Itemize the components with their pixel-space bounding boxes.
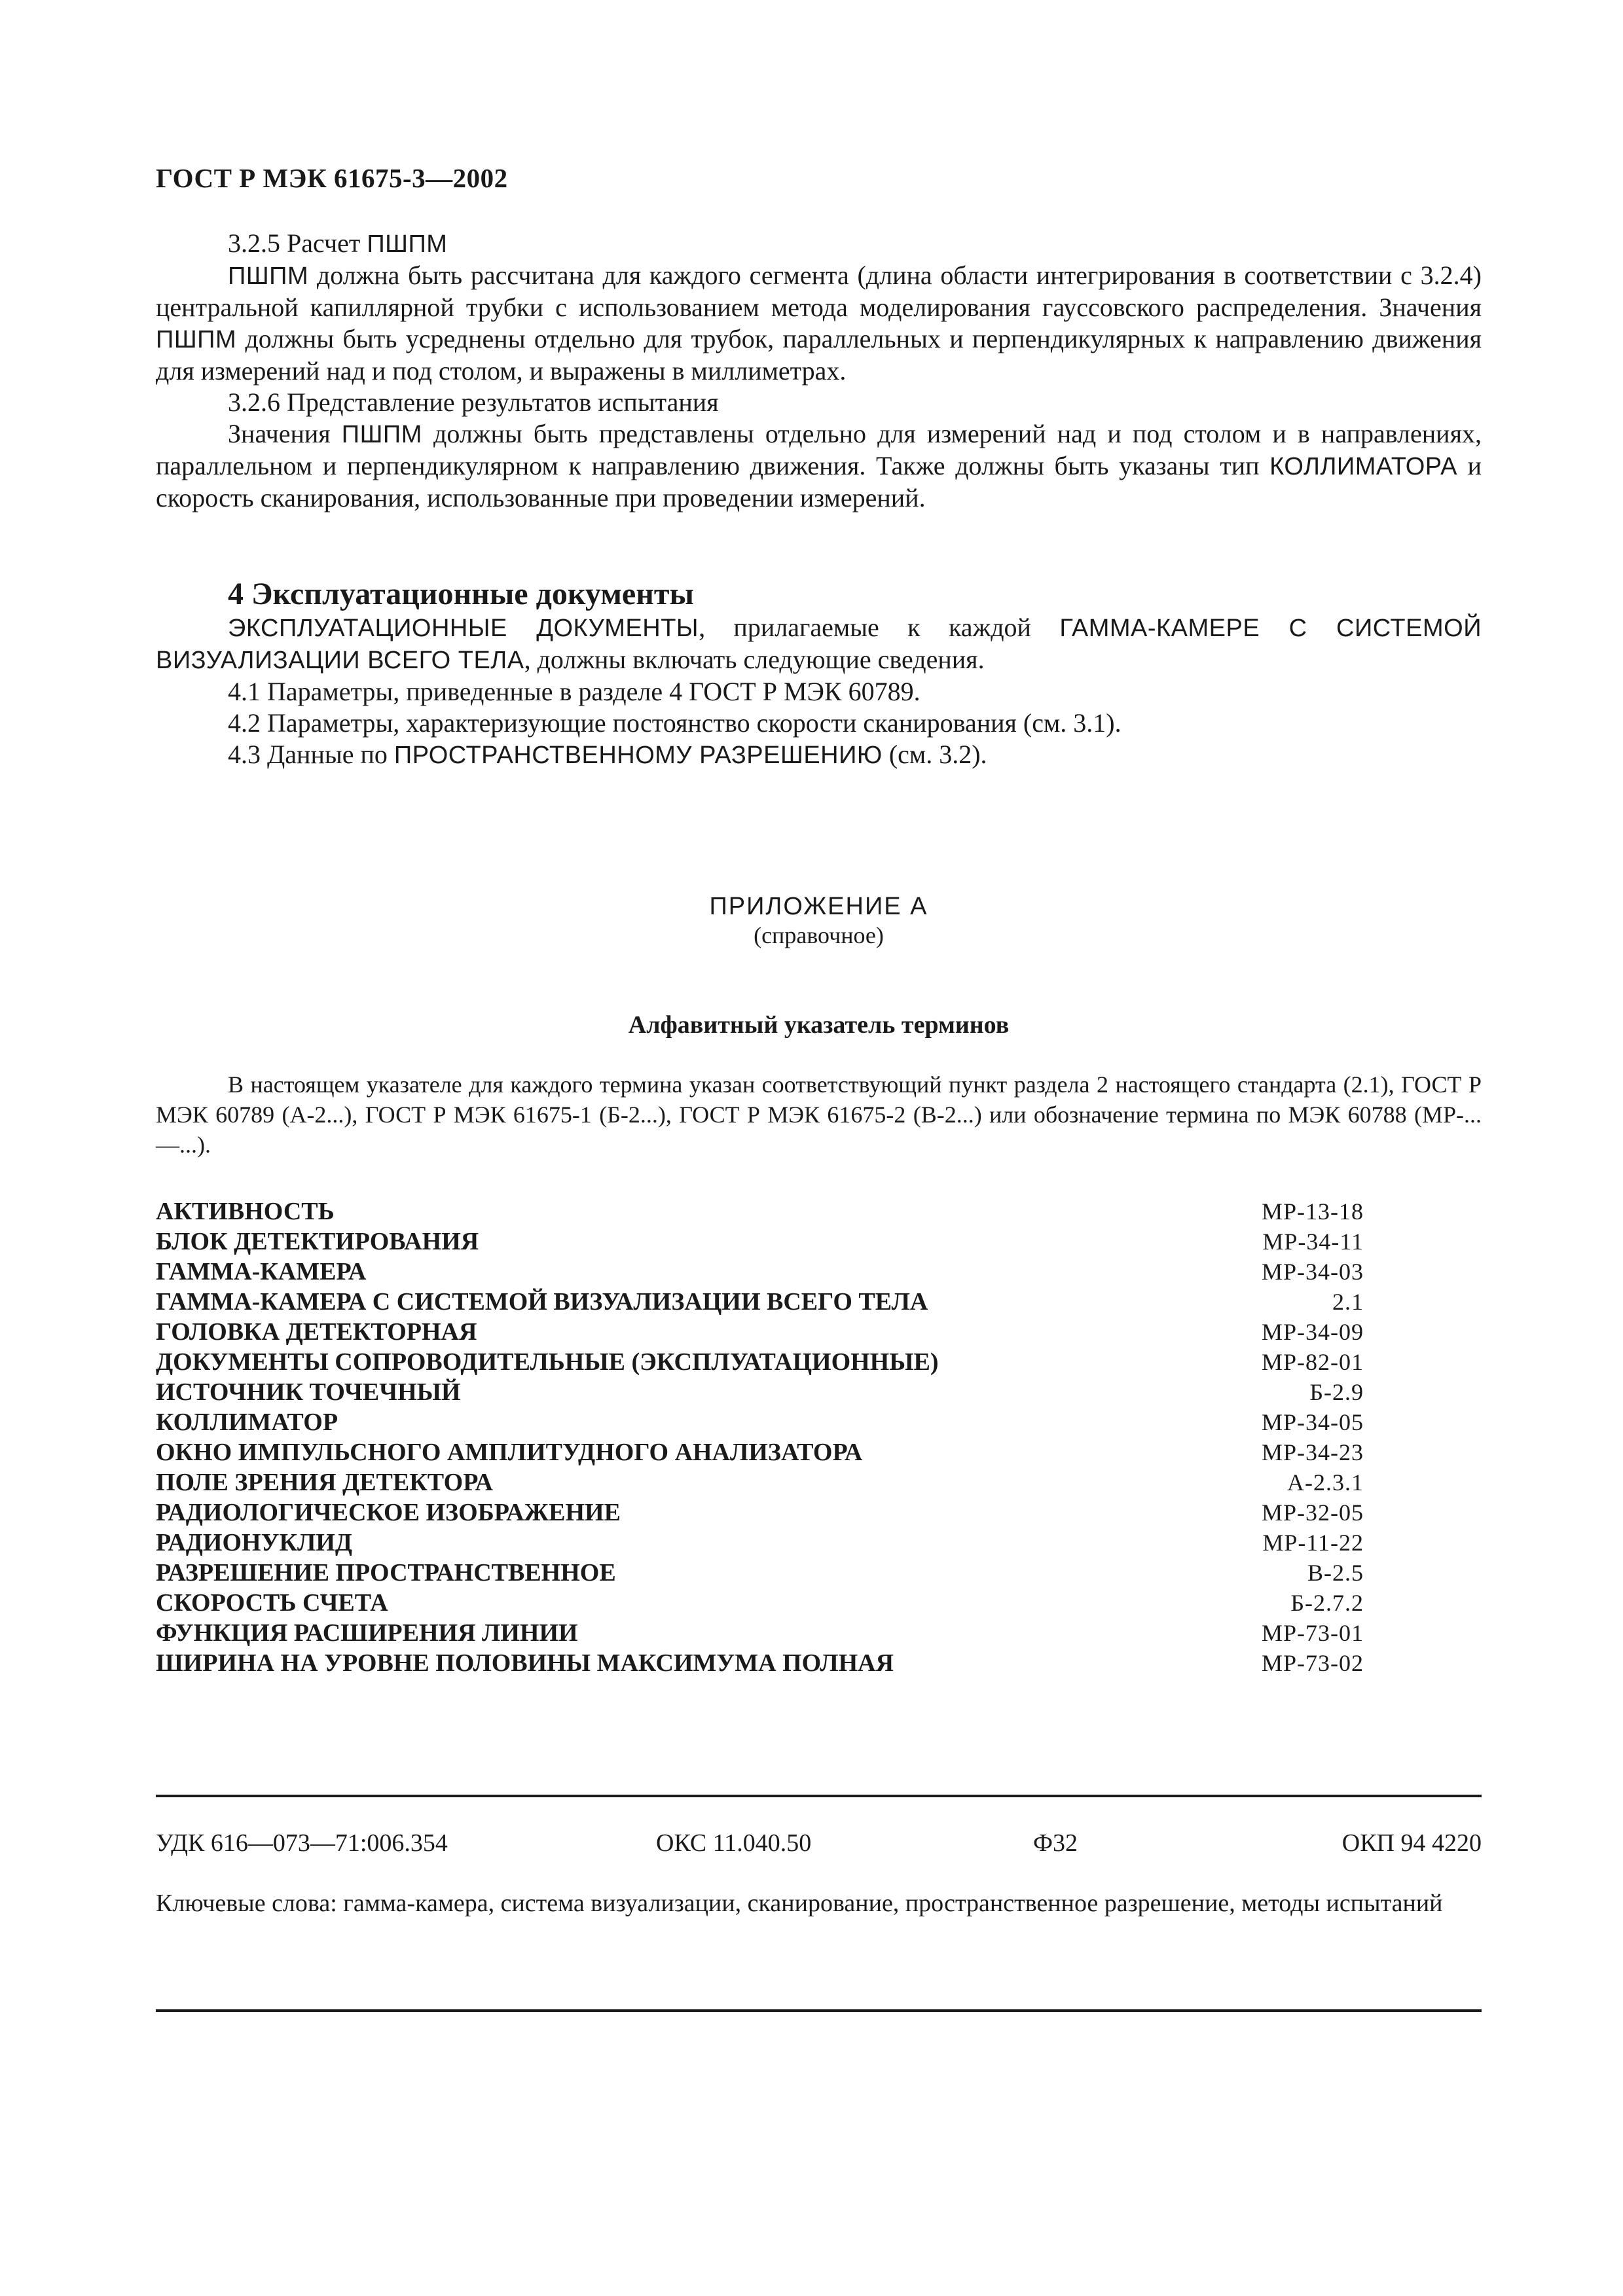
clause-4-3: 4.3 Данные по ПРОСТРАНСТВЕННОМУ РАЗРЕШЕНИЮ (см. 3.2). (228, 740, 987, 769)
index-term: РАЗРЕШЕНИЕ ПРОСТРАНСТВЕННОЕ (156, 1559, 616, 1587)
index-term-ref: 2.1 (1332, 1289, 1364, 1315)
index-row (156, 1618, 1364, 1648)
index-term: СКОРОСТЬ СЧЕТА (156, 1589, 388, 1617)
clause-4-1: 4.1 Параметры, приведенные в разделе 4 ГОСТ Р МЭК 60789. (228, 677, 921, 706)
oks-code: ОКС 11.040.50 (656, 1829, 812, 1857)
index-term: ПОЛЕ ЗРЕНИЯ ДЕТЕКТОРА (156, 1469, 493, 1496)
index-term-ref: МР-34-11 (1262, 1229, 1364, 1255)
section-4-intro: ЭКСПЛУАТАЦИОННЫЕ ДОКУМЕНТЫ, прилагаемые к каждой ГАММА-КАМЕРЕ С СИСТЕМОЙ ВИЗУАЛИЗАЦИИ ВСЕГО ТЕЛА, должны включать следующие сведения. (156, 613, 1482, 674)
index-row (156, 1257, 1364, 1287)
index-term-ref: В-2.5 (1307, 1560, 1364, 1586)
index-term: КОЛЛИМАТОР (156, 1408, 338, 1436)
index-term-ref: А-2.3.1 (1287, 1469, 1364, 1496)
index-term: ОКНО ИМПУЛЬСНОГО АМПЛИТУДНОГО АНАЛИЗАТОРА (156, 1439, 863, 1466)
index-term: ГАММА-КАМЕРА С СИСТЕМОЙ ВИЗУАЛИЗАЦИИ ВСЕГО ТЕЛА (156, 1288, 928, 1316)
index-term: БЛОК ДЕТЕКТИРОВАНИЯ (156, 1228, 479, 1255)
index-term-ref: МР-32-05 (1261, 1499, 1364, 1526)
index-term: АКТИВНОСТЬ (156, 1198, 335, 1225)
clause-3-2-6-body: Значения ПШПМ должны быть представлены отдельно для измерений над и под столом и в направлениях, параллельном и перпендикулярном к направлению движения. Также должны быть указаны тип КОЛЛИМАТОРА и скорость сканирования, использованные при проведении измерений. (156, 419, 1482, 512)
index-row (156, 1196, 1364, 1227)
index-term: ДОКУМЕНТЫ СОПРОВОДИТЕЛЬНЫЕ (ЭКСПЛУАТАЦИОННЫЕ) (156, 1348, 939, 1376)
footer-rule-top (156, 1795, 1482, 1797)
index-term-ref: МР-73-01 (1261, 1620, 1364, 1646)
index-row (156, 1498, 1364, 1528)
index-row (156, 1437, 1364, 1467)
clause-3-2-6-title: 3.2.6 Представление результатов испытания (228, 387, 719, 417)
clause-3-2-5-title: 3.2.5 Расчет ПШПМ (228, 228, 448, 258)
index-row (156, 1227, 1364, 1257)
section-4-heading: 4 Эксплуатационные документы (228, 577, 694, 611)
index-term-ref: Б-2.9 (1309, 1379, 1364, 1405)
index-row (156, 1467, 1364, 1498)
section-3-text (156, 228, 1482, 514)
index-row (156, 1558, 1364, 1588)
f-code: Ф32 (1033, 1829, 1078, 1857)
appendix-title: ПРИЛОЖЕНИЕ А (709, 893, 928, 920)
index-row (156, 1287, 1364, 1317)
udk-code: УДК 616—073—71:006.354 (156, 1829, 448, 1857)
keywords: Ключевые слова: гамма-камера, система визуализации, сканирование, пространственное разрешение, методы испытаний (156, 1890, 1443, 1917)
appendix-subtitle: (справочное) (754, 922, 884, 948)
index-term-ref: МР-73-02 (1261, 1650, 1364, 1676)
index-term-ref: МР-13-18 (1261, 1198, 1364, 1225)
index-term: РАДИОЛОГИЧЕСКОЕ ИЗОБРАЖЕНИЕ (156, 1499, 621, 1526)
index-term-ref: Б-2.7.2 (1290, 1590, 1364, 1616)
index-term: ГАММА-КАМЕРА (156, 1258, 367, 1285)
section-4-text (156, 612, 1482, 771)
index-term: ШИРИНА НА УРОВНЕ ПОЛОВИНЫ МАКСИМУМА ПОЛНАЯ (156, 1649, 894, 1677)
index-row (156, 1347, 1364, 1377)
footer-rule-bottom (156, 2009, 1482, 2012)
index-term-ref: МР-82-01 (1261, 1349, 1364, 1375)
index-term-ref: МР-11-22 (1262, 1530, 1364, 1556)
clause-4-2: 4.2 Параметры, характеризующие постоянство скорости сканирования (см. 3.1). (228, 708, 1122, 738)
index-row (156, 1317, 1364, 1347)
clause-3-2-5-body: ПШПМ должна быть рассчитана для каждого сегмента (длина области интегрирования в соответствии с 3.2.4) центральной капиллярной трубки с использованием метода моделирования гауссовского распределения. Значения ПШПМ должны быть усреднены отдельно для трубок, параллельных и перпендикулярных к направлению движения для измерений над и под столом, и выражены в миллиметрах. (156, 260, 1482, 386)
standard-code: ГОСТ Р МЭК 61675-3—2002 (156, 163, 508, 193)
index-term: ГОЛОВКА ДЕТЕКТОРНАЯ (156, 1318, 477, 1346)
terms-list (156, 1196, 1364, 1678)
index-row (156, 1528, 1364, 1558)
index-term: ФУНКЦИЯ РАСШИРЕНИЯ ЛИНИИ (156, 1619, 578, 1647)
index-term-ref: МР-34-23 (1261, 1439, 1364, 1465)
index-row (156, 1648, 1364, 1678)
index-term: РАДИОНУКЛИД (156, 1529, 353, 1556)
okp-code: ОКП 94 4220 (1341, 1829, 1482, 1857)
index-term-ref: МР-34-05 (1261, 1409, 1364, 1435)
index-title: Алфавитный указатель терминов (628, 1011, 1010, 1039)
index-row (156, 1588, 1364, 1618)
index-term-ref: МР-34-09 (1261, 1319, 1364, 1345)
index-row (156, 1377, 1364, 1407)
index-row (156, 1407, 1364, 1437)
index-term-ref: МР-34-03 (1261, 1259, 1364, 1285)
index-term: ИСТОЧНИК ТОЧЕЧНЫЙ (156, 1378, 461, 1406)
index-intro: В настоящем указателе для каждого термина указан соответствующий пункт раздела 2 настоящего стандарта (2.1), ГОСТ Р МЭК 60789 (А-2...), ГОСТ Р МЭК 61675-1 (Б-2...), ГОСТ Р МЭК 61675-2 (В-2...) или обозначение термина по МЭК 60788 (МР-...—...). (156, 1071, 1482, 1158)
